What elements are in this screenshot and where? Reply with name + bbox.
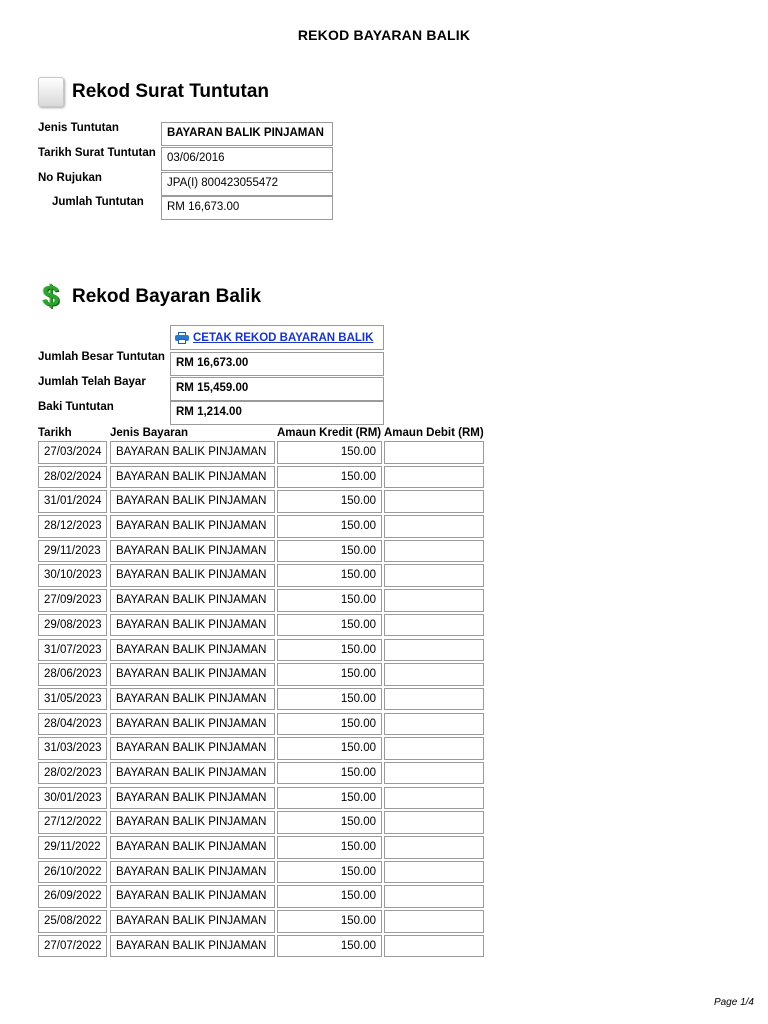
row-date-cell: 30/01/2023 bbox=[38, 787, 107, 810]
row-kredit-cell: 150.00 bbox=[277, 713, 382, 736]
row-kredit-cell: 150.00 bbox=[277, 564, 382, 587]
row-date-cell: 31/03/2023 bbox=[38, 737, 107, 760]
row-debit-cell bbox=[384, 540, 484, 563]
row-debit-cell bbox=[384, 441, 484, 464]
row-date-cell: 31/05/2023 bbox=[38, 688, 107, 711]
row-date-cell: 31/07/2023 bbox=[38, 639, 107, 662]
row-type-cell: BAYARAN BALIK PINJAMAN bbox=[110, 885, 275, 908]
dollar-icon: $ bbox=[42, 280, 60, 313]
jenis-tuntutan-value: BAYARAN BALIK PINJAMAN bbox=[161, 122, 333, 146]
row-debit-cell bbox=[384, 910, 484, 933]
tarikh-surat-label: Tarikh Surat Tuntutan bbox=[38, 147, 156, 159]
jumlah-tuntutan-label: Jumlah Tuntutan bbox=[52, 196, 144, 208]
row-debit-cell bbox=[384, 639, 484, 662]
row-type-cell: BAYARAN BALIK PINJAMAN bbox=[110, 737, 275, 760]
jenis-tuntutan-label: Jenis Tuntutan bbox=[38, 122, 119, 134]
jumlah-besar-label: Jumlah Besar Tuntutan bbox=[38, 351, 165, 363]
row-debit-cell bbox=[384, 564, 484, 587]
row-kredit-cell: 150.00 bbox=[277, 787, 382, 810]
surat-section-header bbox=[38, 77, 269, 107]
row-type-cell: BAYARAN BALIK PINJAMAN bbox=[110, 836, 275, 859]
row-date-cell: 27/07/2022 bbox=[38, 935, 107, 958]
row-debit-cell bbox=[384, 713, 484, 736]
row-date-cell: 26/10/2022 bbox=[38, 861, 107, 884]
jumlah-besar-value: RM 16,673.00 bbox=[170, 352, 384, 376]
row-kredit-cell: 150.00 bbox=[277, 639, 382, 662]
row-debit-cell bbox=[384, 861, 484, 884]
row-date-cell: 28/02/2024 bbox=[38, 466, 107, 489]
jumlah-telah-bayar-label: Jumlah Telah Bayar bbox=[38, 376, 146, 388]
row-type-cell: BAYARAN BALIK PINJAMAN bbox=[110, 861, 275, 884]
row-kredit-cell: 150.00 bbox=[277, 910, 382, 933]
document-icon bbox=[38, 77, 64, 107]
row-type-cell: BAYARAN BALIK PINJAMAN bbox=[110, 515, 275, 538]
row-type-cell: BAYARAN BALIK PINJAMAN bbox=[110, 564, 275, 587]
printer-icon bbox=[175, 332, 189, 344]
row-date-cell: 28/04/2023 bbox=[38, 713, 107, 736]
row-kredit-cell: 150.00 bbox=[277, 540, 382, 563]
row-debit-cell bbox=[384, 737, 484, 760]
row-debit-cell bbox=[384, 811, 484, 834]
row-date-cell: 27/12/2022 bbox=[38, 811, 107, 834]
baki-tuntutan-label: Baki Tuntutan bbox=[38, 401, 114, 413]
row-date-cell: 29/11/2023 bbox=[38, 540, 107, 563]
row-kredit-cell: 150.00 bbox=[277, 614, 382, 637]
bayaran-section-header bbox=[38, 281, 261, 313]
print-record-link[interactable]: CETAK REKOD BAYARAN BALIK bbox=[193, 331, 374, 344]
surat-section-title: Rekod Surat Tuntutan bbox=[72, 81, 270, 102]
row-kredit-cell: 150.00 bbox=[277, 441, 382, 464]
bayaran-section-title: Rekod Bayaran Balik bbox=[72, 286, 262, 307]
row-type-cell: BAYARAN BALIK PINJAMAN bbox=[110, 688, 275, 711]
row-type-cell: BAYARAN BALIK PINJAMAN bbox=[110, 540, 275, 563]
row-debit-cell bbox=[384, 466, 484, 489]
row-date-cell: 28/02/2023 bbox=[38, 762, 107, 785]
row-date-cell: 29/08/2023 bbox=[38, 614, 107, 637]
row-kredit-cell: 150.00 bbox=[277, 836, 382, 859]
row-type-cell: BAYARAN BALIK PINJAMAN bbox=[110, 811, 275, 834]
print-record-button[interactable] bbox=[170, 325, 384, 350]
row-kredit-cell: 150.00 bbox=[277, 737, 382, 760]
no-rujukan-label: No Rujukan bbox=[38, 172, 102, 184]
tarikh-surat-value: 03/06/2016 bbox=[161, 147, 333, 171]
row-date-cell: 29/11/2022 bbox=[38, 836, 107, 859]
page-title: REKOD BAYARAN BALIK bbox=[297, 27, 471, 43]
row-kredit-cell: 150.00 bbox=[277, 490, 382, 513]
row-type-cell: BAYARAN BALIK PINJAMAN bbox=[110, 910, 275, 933]
row-type-cell: BAYARAN BALIK PINJAMAN bbox=[110, 935, 275, 958]
row-date-cell: 26/09/2022 bbox=[38, 885, 107, 908]
row-kredit-cell: 150.00 bbox=[277, 861, 382, 884]
row-kredit-cell: 150.00 bbox=[277, 663, 382, 686]
jumlah-tuntutan-value: RM 16,673.00 bbox=[161, 196, 333, 220]
row-kredit-cell: 150.00 bbox=[277, 935, 382, 958]
row-kredit-cell: 150.00 bbox=[277, 811, 382, 834]
row-date-cell: 27/09/2023 bbox=[38, 589, 107, 612]
row-date-cell: 28/12/2023 bbox=[38, 515, 107, 538]
row-type-cell: BAYARAN BALIK PINJAMAN bbox=[110, 441, 275, 464]
row-date-cell: 31/01/2024 bbox=[38, 490, 107, 513]
row-date-cell: 27/03/2024 bbox=[38, 441, 107, 464]
row-debit-cell bbox=[384, 787, 484, 810]
row-debit-cell bbox=[384, 663, 484, 686]
row-type-cell: BAYARAN BALIK PINJAMAN bbox=[110, 713, 275, 736]
row-kredit-cell: 150.00 bbox=[277, 688, 382, 711]
row-type-cell: BAYARAN BALIK PINJAMAN bbox=[110, 490, 275, 513]
row-kredit-cell: 150.00 bbox=[277, 885, 382, 908]
row-date-cell: 28/06/2023 bbox=[38, 663, 107, 686]
row-type-cell: BAYARAN BALIK PINJAMAN bbox=[110, 589, 275, 612]
row-type-cell: BAYARAN BALIK PINJAMAN bbox=[110, 639, 275, 662]
column-header-amaun-kredit: Amaun Kredit (RM) bbox=[277, 427, 382, 439]
row-debit-cell bbox=[384, 935, 484, 958]
row-debit-cell bbox=[384, 762, 484, 785]
no-rujukan-value: JPA(I) 800423055472 bbox=[161, 172, 333, 196]
row-kredit-cell: 150.00 bbox=[277, 515, 382, 538]
row-type-cell: BAYARAN BALIK PINJAMAN bbox=[110, 787, 275, 810]
row-debit-cell bbox=[384, 688, 484, 711]
row-type-cell: BAYARAN BALIK PINJAMAN bbox=[110, 663, 275, 686]
column-header-tarikh: Tarikh bbox=[38, 427, 72, 439]
row-debit-cell bbox=[384, 836, 484, 859]
jumlah-telah-bayar-value: RM 15,459.00 bbox=[170, 377, 384, 401]
row-debit-cell bbox=[384, 490, 484, 513]
row-kredit-cell: 150.00 bbox=[277, 589, 382, 612]
row-type-cell: BAYARAN BALIK PINJAMAN bbox=[110, 614, 275, 637]
row-kredit-cell: 150.00 bbox=[277, 762, 382, 785]
row-type-cell: BAYARAN BALIK PINJAMAN bbox=[110, 762, 275, 785]
column-header-amaun-debit: Amaun Debit (RM) bbox=[384, 427, 484, 439]
row-debit-cell bbox=[384, 614, 484, 637]
row-type-cell: BAYARAN BALIK PINJAMAN bbox=[110, 466, 275, 489]
column-header-jenis-bayaran: Jenis Bayaran bbox=[110, 427, 188, 439]
baki-tuntutan-value: RM 1,214.00 bbox=[170, 401, 384, 425]
row-debit-cell bbox=[384, 515, 484, 538]
row-debit-cell bbox=[384, 589, 484, 612]
page-number: Page 1/4 bbox=[713, 997, 754, 1008]
row-debit-cell bbox=[384, 885, 484, 908]
row-date-cell: 30/10/2023 bbox=[38, 564, 107, 587]
row-date-cell: 25/08/2022 bbox=[38, 910, 107, 933]
row-kredit-cell: 150.00 bbox=[277, 466, 382, 489]
